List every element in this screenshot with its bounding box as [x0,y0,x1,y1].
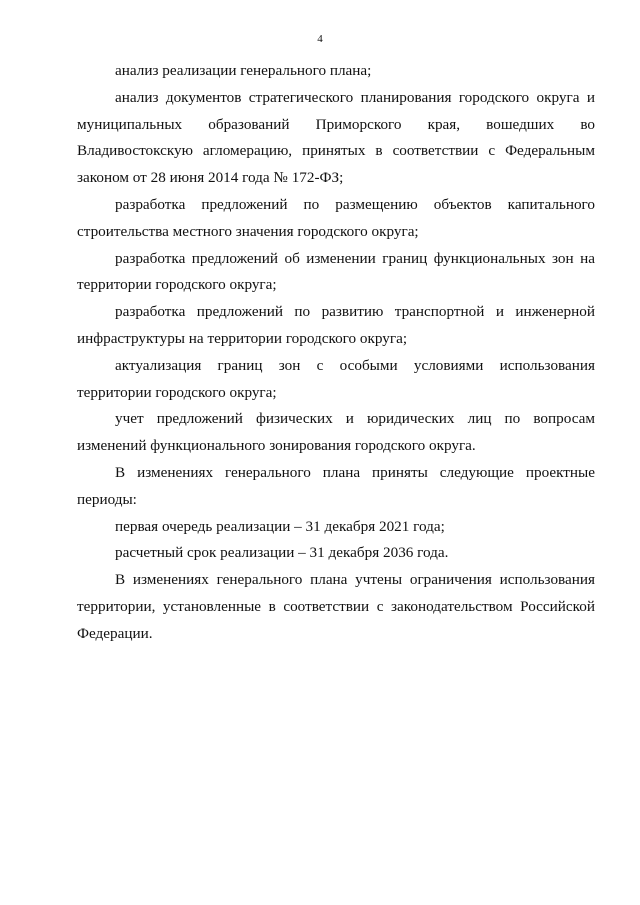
paragraph-calculated-term: расчетный срок реализации – 31 декабря 2036 года. [115,544,449,562]
page-number: 4 [317,33,323,45]
paragraph-zone-boundaries: разработка предложений об изменении границ функциональных зон на территории городского округа; [77,249,595,294]
paragraph-first-stage: первая очередь реализации – 31 декабря 2021 года; [115,517,445,535]
paragraph-special-zones: актуализация границ зон с особыми условиями использования территории городского округа; [77,356,595,401]
paragraph-capital-objects: разработка предложений по размещению объектов капитального строительства местного значения городского округа; [77,195,595,240]
paragraph-strategic-documents: анализ документов стратегического планирования городского округа и муниципальных образований Приморского края, вошедших во Владивостокскую агломерацию, принятых в соответствии с Федеральным законом от 28 июня 2014 года № 172-ФЗ; [77,88,595,187]
document-body [77,58,595,648]
paragraph-project-periods: В изменениях генерального плана приняты следующие проектные периоды: [77,463,595,508]
paragraph-infrastructure: разработка предложений по развитию транспортной и инженерной инфраструктуры на территории городского округа; [77,303,595,347]
paragraph-genplan-analysis: анализ реализации генерального плана; [115,62,372,79]
paragraph-restrictions: В изменениях генерального плана учтены ограничения использования территории, установленные в соответствии с законодательством Российской Федерации. [77,571,595,642]
paragraph-public-proposals: учет предложений физических и юридических лиц по вопросам изменений функционального зонирования городского округа. [77,410,595,455]
